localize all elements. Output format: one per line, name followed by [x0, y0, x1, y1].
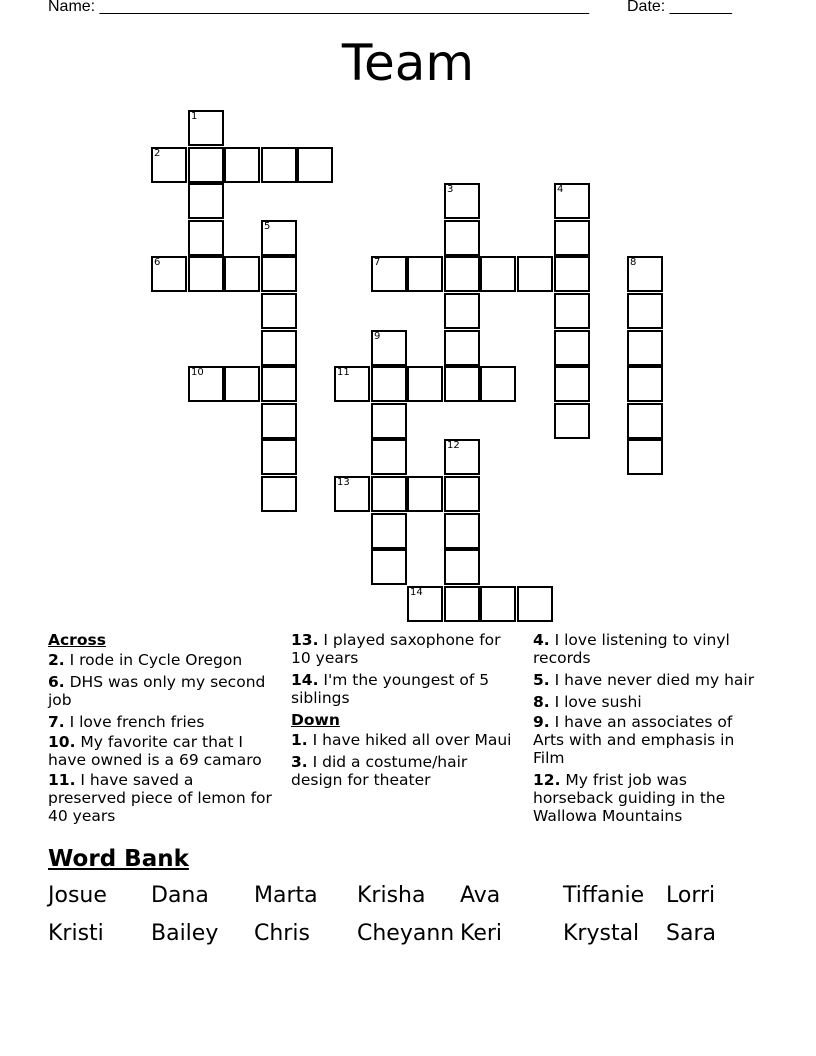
crossword-cell[interactable] [480, 256, 516, 292]
crossword-cell[interactable] [554, 220, 590, 256]
date-field-label: Date: _______ [627, 0, 732, 15]
crossword-cell[interactable] [297, 147, 333, 183]
crossword-cell[interactable] [334, 476, 370, 512]
page-title: Team [341, 34, 475, 92]
clue-across-13 [291, 631, 516, 667]
cell-number: 8 [630, 257, 637, 268]
word-bank-word: Ava [460, 883, 501, 908]
clue-text: I rode in Cycle Oregon [69, 651, 243, 669]
crossword-cell[interactable] [371, 403, 407, 439]
crossword-cell[interactable] [151, 256, 187, 292]
word-bank-word: Marta [254, 883, 318, 908]
crossword-cell[interactable] [261, 293, 297, 329]
crossword-cell[interactable] [480, 586, 516, 622]
crossword-cell[interactable] [261, 330, 297, 366]
crossword-cell[interactable] [444, 366, 480, 402]
crossword-cell[interactable] [261, 403, 297, 439]
crossword-cell[interactable] [334, 366, 370, 402]
clue-number: 4. [533, 631, 550, 649]
crossword-cell[interactable] [554, 403, 590, 439]
crossword-cell[interactable] [261, 147, 297, 183]
crossword-cell[interactable] [407, 586, 443, 622]
crossword-cell[interactable] [261, 439, 297, 475]
crossword-cell[interactable] [554, 256, 590, 292]
clue-text: I have saved a preserved piece of lemon for 40 years [48, 771, 272, 825]
crossword-cell[interactable] [444, 220, 480, 256]
crossword-cell[interactable] [188, 147, 224, 183]
clue-text: I played saxophone for 10 years [291, 631, 501, 667]
clues-column-3 [533, 631, 758, 829]
clue-text: I have never died my hair [554, 671, 755, 689]
cell-number: 10 [191, 367, 204, 378]
cell-number: 12 [447, 440, 460, 451]
crossword-cell[interactable] [261, 220, 297, 256]
crossword-cell[interactable] [188, 110, 224, 146]
crossword-cell[interactable] [188, 220, 224, 256]
clue-number: 3. [291, 753, 308, 771]
crossword-cell[interactable] [517, 586, 553, 622]
clue-number: 13. [291, 631, 319, 649]
clue-number: 10. [48, 733, 76, 751]
crossword-cell[interactable] [151, 147, 187, 183]
crossword-cell[interactable] [554, 183, 590, 219]
clue-number: 14. [291, 671, 319, 689]
crossword-cell[interactable] [371, 513, 407, 549]
clue-number: 12. [533, 771, 561, 789]
cell-number: 14 [410, 587, 423, 598]
crossword-cell[interactable] [407, 256, 443, 292]
clue-across-6 [48, 673, 273, 709]
crossword-cell[interactable] [224, 366, 260, 402]
crossword-cell[interactable] [261, 476, 297, 512]
crossword-cell[interactable] [627, 330, 663, 366]
crossword-cell[interactable] [188, 256, 224, 292]
crossword-cell[interactable] [627, 439, 663, 475]
word-bank-word: Krisha [357, 883, 426, 908]
cell-number: 13 [337, 477, 350, 488]
clue-text: I love listening to vinyl records [533, 631, 730, 667]
clues-column-2 [291, 631, 516, 793]
clue-text: DHS was only my second job [48, 673, 266, 709]
crossword-cell[interactable] [371, 476, 407, 512]
word-bank-word: Dana [151, 883, 209, 908]
crossword-cell[interactable] [407, 366, 443, 402]
crossword-cell[interactable] [224, 256, 260, 292]
crossword-cell[interactable] [480, 366, 516, 402]
crossword-cell[interactable] [554, 366, 590, 402]
word-bank-word: Chris [254, 921, 310, 946]
clue-down-8 [533, 693, 758, 711]
crossword-cell[interactable] [554, 330, 590, 366]
word-bank-word: Tiffanie [563, 883, 645, 908]
crossword-cell[interactable] [371, 549, 407, 585]
crossword-cell[interactable] [627, 366, 663, 402]
crossword-cell[interactable] [444, 183, 480, 219]
clue-number: 9. [533, 713, 550, 731]
clue-text: I love sushi [554, 693, 642, 711]
crossword-cell[interactable] [444, 293, 480, 329]
clue-text: I love french fries [69, 713, 205, 731]
crossword-cell[interactable] [627, 403, 663, 439]
word-bank-word: Bailey [151, 921, 219, 946]
crossword-cell[interactable] [407, 476, 443, 512]
crossword-cell[interactable] [371, 439, 407, 475]
word-bank-word: Sara [666, 921, 716, 946]
cell-number: 4 [557, 184, 564, 195]
cell-number: 9 [374, 331, 381, 342]
clue-number: 7. [48, 713, 65, 731]
clue-number: 8. [533, 693, 550, 711]
crossword-cell[interactable] [444, 439, 480, 475]
clue-number: 2. [48, 651, 65, 669]
clues-column-1 [48, 631, 273, 829]
crossword-cell[interactable] [224, 147, 260, 183]
crossword-cell[interactable] [444, 513, 480, 549]
word-bank-word: Josue [48, 883, 107, 908]
crossword-cell[interactable] [371, 330, 407, 366]
crossword-cell[interactable] [261, 256, 297, 292]
cell-number: 6 [154, 257, 161, 268]
word-bank-title: Word Bank [48, 846, 189, 872]
clue-down-1 [291, 731, 516, 749]
clue-across-7 [48, 713, 273, 731]
cell-number: 2 [154, 148, 161, 159]
crossword-cell[interactable] [627, 293, 663, 329]
cell-number: 11 [337, 367, 350, 378]
crossword-cell[interactable] [444, 256, 480, 292]
crossword-cell[interactable] [444, 549, 480, 585]
word-bank-word: Cheyann [357, 921, 455, 946]
crossword-cell[interactable] [188, 183, 224, 219]
crossword-cell[interactable] [444, 330, 480, 366]
clue-text: I did a costume/hair design for theater [291, 753, 468, 789]
clue-number: 11. [48, 771, 76, 789]
across-heading: Across [48, 631, 106, 649]
crossword-cell[interactable] [554, 293, 590, 329]
clue-text: My frist job was horseback guiding in the Wallowa Mountains [533, 771, 726, 825]
crossword-cell[interactable] [188, 366, 224, 402]
crossword-cell[interactable] [444, 476, 480, 512]
crossword-cell[interactable] [444, 586, 480, 622]
clue-down-4 [533, 631, 758, 667]
crossword-cell[interactable] [627, 256, 663, 292]
crossword-cell[interactable] [371, 366, 407, 402]
clue-across-2 [48, 651, 273, 669]
clue-text: I have an associates of Arts with and emphasis in Film [533, 713, 735, 767]
down-heading: Down [291, 711, 340, 729]
word-bank-word: Keri [460, 921, 503, 946]
clue-down-5 [533, 671, 758, 689]
cell-number: 3 [447, 184, 454, 195]
clue-number: 6. [48, 673, 65, 691]
clue-across-10 [48, 733, 273, 769]
clue-number: 5. [533, 671, 550, 689]
word-bank-word: Lorri [666, 883, 716, 908]
clue-down-3 [291, 753, 516, 789]
word-bank-word: Kristi [48, 921, 104, 946]
word-bank-word: Krystal [563, 921, 640, 946]
crossword-cell[interactable] [517, 256, 553, 292]
clue-down-12 [533, 771, 758, 825]
clue-text: My favorite car that I have owned is a 69 camaro [48, 733, 262, 769]
cell-number: 7 [374, 257, 381, 268]
crossword-cell[interactable] [371, 256, 407, 292]
clue-text: I'm the youngest of 5 siblings [291, 671, 490, 707]
cell-number: 1 [191, 111, 198, 122]
clue-number: 1. [291, 731, 308, 749]
clue-down-9 [533, 713, 758, 767]
clue-text: I have hiked all over Maui [312, 731, 512, 749]
crossword-cell[interactable] [261, 366, 297, 402]
name-field-label: Name: _______________________________________________________ [48, 0, 589, 15]
clue-across-11 [48, 771, 273, 825]
cell-number: 5 [264, 221, 271, 232]
clue-across-14 [291, 671, 516, 707]
